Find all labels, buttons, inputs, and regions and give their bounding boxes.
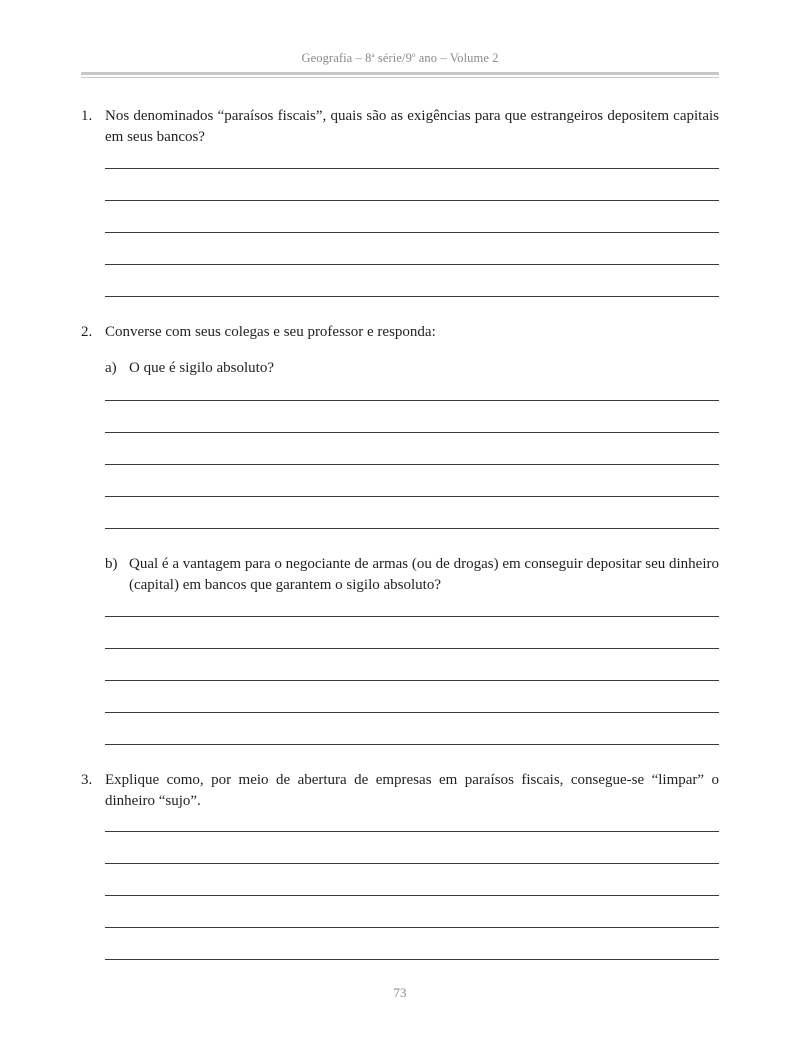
question-2-number: 2. bbox=[81, 324, 93, 340]
answer-line[interactable] bbox=[105, 200, 719, 201]
answer-line[interactable] bbox=[105, 616, 719, 617]
question-2a bbox=[105, 358, 719, 379]
question-1-number: 1. bbox=[81, 108, 93, 124]
question-1-text: Nos denominados “paraísos fiscais”, quais são as exigências para que estrangeiros depositem capitais em seus bancos? bbox=[105, 108, 719, 145]
question-2b bbox=[105, 554, 719, 596]
header-text-part3: ano – Volume 2 bbox=[415, 51, 499, 65]
answer-line[interactable] bbox=[105, 296, 719, 297]
question-3-number: 3. bbox=[81, 772, 93, 788]
answer-line[interactable] bbox=[105, 432, 719, 433]
question-3-text: Explique como, por meio de abertura de empresas em paraísos fiscais, consegue-se “limpar” o dinheiro “sujo”. bbox=[105, 772, 719, 809]
question-2a-text: O que é sigilo absoluto? bbox=[129, 360, 274, 376]
question-2-text: Converse com seus colegas e seu professor e responda: bbox=[105, 324, 436, 340]
header-superscript-a: a bbox=[371, 51, 375, 59]
answer-line[interactable] bbox=[105, 648, 719, 649]
answer-line[interactable] bbox=[105, 232, 719, 233]
running-header bbox=[0, 51, 800, 66]
answer-line[interactable] bbox=[105, 959, 719, 960]
answer-line[interactable] bbox=[105, 895, 719, 896]
question-2b-letter: b) bbox=[105, 556, 118, 572]
question-2b-text: Qual é a vantagem para o negociante de armas (ou de drogas) em conseguir depositar seu dinheiro (capital) em bancos que garantem o sigilo absoluto? bbox=[129, 556, 719, 593]
question-3 bbox=[81, 770, 719, 812]
header-text-part2: série/9 bbox=[374, 51, 412, 65]
answer-line[interactable] bbox=[105, 264, 719, 265]
header-rule-thick bbox=[81, 72, 719, 75]
answer-line[interactable] bbox=[105, 680, 719, 681]
answer-line[interactable] bbox=[105, 744, 719, 745]
page-number: 73 bbox=[393, 985, 407, 1000]
answer-line[interactable] bbox=[105, 496, 719, 497]
answer-line[interactable] bbox=[105, 831, 719, 832]
answer-line[interactable] bbox=[105, 528, 719, 529]
answer-line[interactable] bbox=[105, 863, 719, 864]
header-superscript-o: o bbox=[411, 51, 416, 59]
question-2 bbox=[81, 322, 719, 343]
header-rule-thin bbox=[81, 77, 719, 78]
question-2a-letter: a) bbox=[105, 360, 117, 376]
answer-line[interactable] bbox=[105, 400, 719, 401]
answer-line[interactable] bbox=[105, 712, 719, 713]
answer-line[interactable] bbox=[105, 168, 719, 169]
header-text-part1: Geografia – 8 bbox=[301, 51, 372, 65]
answer-line[interactable] bbox=[105, 927, 719, 928]
answer-line[interactable] bbox=[105, 464, 719, 465]
question-1 bbox=[81, 106, 719, 148]
